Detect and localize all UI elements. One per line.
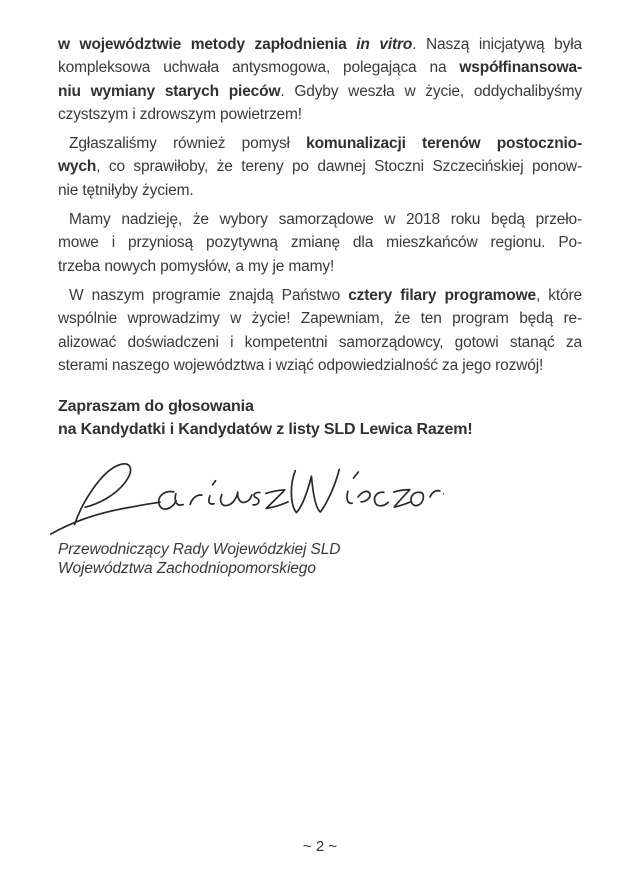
text-segment: kompleksowa uchwała antysmogowa, polegająca na — [58, 59, 460, 77]
text-line — [58, 354, 582, 377]
paragraph — [58, 132, 582, 202]
paragraph — [58, 284, 582, 377]
text-line — [58, 208, 582, 231]
signoff-title — [58, 541, 488, 579]
text-line — [58, 56, 582, 79]
invitation-line: na Kandydatki i Kandydatów z listy SLD Lewica Razem! — [58, 420, 473, 438]
text-segment: , co sprawiłoby, że tereny po dawnej Stoczni Szczecińskiej ponow- — [96, 158, 582, 176]
text-segment: w województwie metody zapłodnienia — [58, 36, 357, 53]
signoff-line: Województwa Zachodniopomorskiego — [58, 559, 316, 577]
page-footer — [0, 838, 640, 855]
signoff-line: Przewodniczący Rady Wojewódzkiej SLD — [58, 541, 341, 558]
text-line — [58, 179, 582, 202]
signature-block — [44, 450, 444, 548]
text-segment: trzeba nowych pomysłów, a my je mamy! — [58, 257, 335, 275]
text-segment: Mamy nadzieję, że wybory samorządowe w 2018 roku będą przeło- — [69, 211, 582, 229]
text-segment: wych — [58, 158, 97, 176]
body-paragraphs — [58, 33, 582, 377]
text-line — [58, 33, 582, 56]
text-segment: nie tętniłyby życiem. — [58, 181, 194, 199]
text-segment: wspólnie wprowadzimy w życie! Zapewniam, że ten program będą re- — [58, 310, 582, 328]
text-segment: , które — [536, 286, 582, 304]
text-line — [58, 80, 582, 103]
text-segment: . Naszą inicjatywą była — [412, 36, 582, 53]
text-line — [58, 103, 582, 126]
text-line — [58, 331, 582, 354]
text-segment: alizować doświadczeni i kompetentni samorządowcy, gotowi stanąć za — [58, 333, 582, 351]
text-segment: W naszym programie znajdą Państwo — [69, 286, 349, 304]
text-segment: Zgłaszaliśmy również pomysł — [69, 135, 307, 153]
text-segment: komunalizacji terenów postocznio- — [306, 135, 583, 153]
voting-invitation — [58, 396, 582, 441]
text-segment: niu wymiany starych pieców — [58, 82, 281, 100]
paragraph — [58, 33, 582, 126]
text-segment: sterami naszego województwa i wziąć odpowiedzialność za jego rozwój! — [58, 356, 544, 374]
text-segment: cztery filary programowe — [348, 286, 536, 304]
text-line — [58, 231, 582, 254]
text-segment: . Gdyby weszła w życie, oddychalibyśmy — [280, 82, 582, 100]
text-line — [58, 284, 582, 307]
text-line — [58, 155, 582, 178]
text-segment: in vitro — [356, 36, 413, 53]
text-segment: mowe i przyniosą pozytywną zmianę dla mieszkańców regionu. Po- — [58, 234, 582, 252]
handwritten-signature — [43, 445, 445, 553]
invitation-line: Zapraszam do głosowania — [58, 398, 254, 415]
text-segment: współfinansowa- — [459, 59, 582, 77]
text-line — [58, 255, 582, 278]
text-line — [58, 307, 582, 330]
text-line — [58, 132, 582, 155]
text-segment: czystszym i zdrowszym powietrzem! — [58, 105, 302, 123]
paragraph — [58, 208, 582, 278]
page-number: ~ 2 ~ — [302, 838, 338, 855]
